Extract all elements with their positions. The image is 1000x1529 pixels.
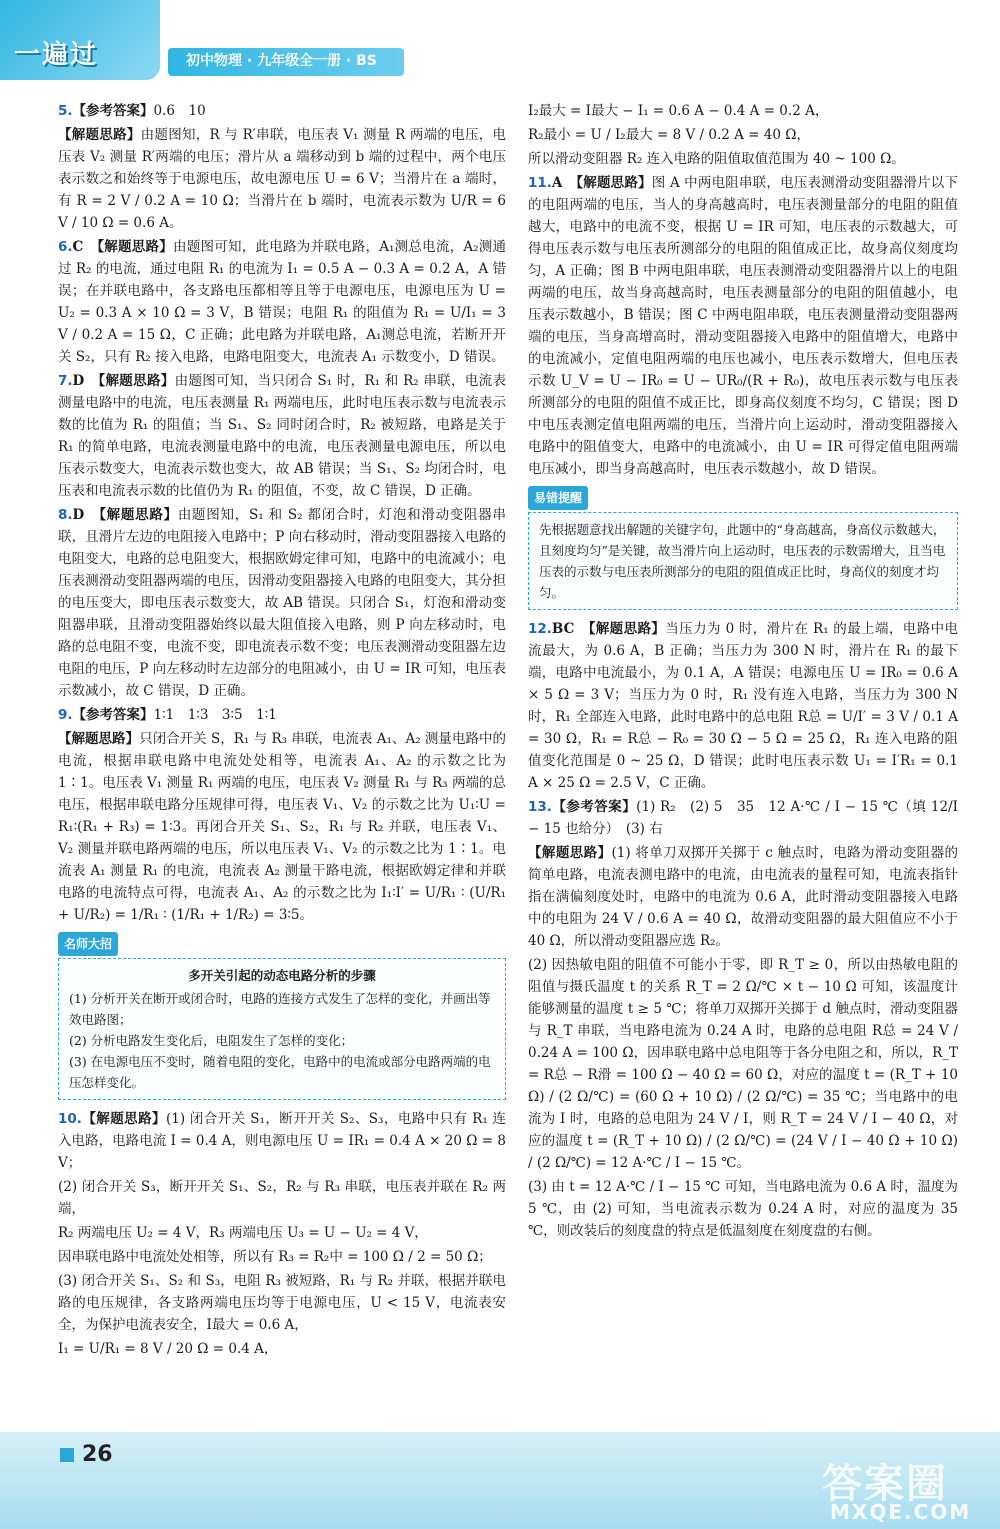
- answer-paragraph: [58, 504, 506, 702]
- tip-line: (2) 分析电路发生变化后，电阻发生了怎样的变化；: [69, 1033, 354, 1048]
- answer-tag: BC 【解题思路】: [551, 621, 666, 637]
- brand-title: 一遍过: [14, 40, 99, 70]
- answer-paragraph: [58, 728, 506, 926]
- answer-tag: 【解题思路】: [81, 1111, 166, 1127]
- page-number: 26: [82, 1442, 113, 1467]
- answer-text: (3) 闭合开关 S₁、S₂ 和 S₃，电阻 R₃ 被短路，R₁ 与 R₂ 并联，根据并联电路的电压规律，各支路两端电压均等于电源电压，U < 15 V，电流表安全，为保护电流表安全，I最大 = 0.6 A，: [58, 1273, 506, 1333]
- answer-paragraph: [58, 1222, 506, 1244]
- answer-tag: D 【解题思路】: [72, 373, 175, 389]
- answer-text: 1∶1 1∶3 3∶5 1∶1: [153, 707, 277, 723]
- answer-tag: 【参考答案】: [72, 707, 154, 723]
- answer-paragraph: [58, 370, 506, 502]
- answer-tag: A 【解题思路】: [551, 175, 652, 191]
- watermark-url: MXQE.COM: [830, 1500, 972, 1524]
- answer-text: 由题图可知，当只闭合 S₁ 时，R₁ 和 R₂ 串联，电流表测量电路中的电流，电压表测量 R₁ 两端电压，此时电压表示数与电流表示数的比值为 R₁ 的阻值；当 S₁、S₂ 同时闭合时，R₂ 被短路，电路是关于 R₁ 的简单电路，电流表测量电路中的电流，电压表测量电源电压，所以电压表示数变大，电流表示数也变大，故 AB 错误；当 S₁、S₂ 均闭合时，电压表和电流表示数的比值仍为 R₁ 的阻值，不变，故 C 错误，D 正确。: [58, 373, 506, 499]
- answer-paragraph: [528, 618, 958, 794]
- answer-paragraph: [528, 1176, 958, 1242]
- answer-text: 当压力为 0 时，滑片在 R₁ 的最上端，电路中电流最大，为 0.6 A，B 正确；当压力为 300 N 时，滑片在 R₁ 的最下端，电路中电流最小，为 0.1 A，A 错误；电源电压 U = IR₀ = 0.6 A × 5 Ω = 3 V；当压力为 0 时，R₁ 没有连入电路，当压力为 300 N 时，R₁ 全部连入电路，此时电路中的总电阻 R总 = U/I′ = 3 V / 0.1 A = 30 Ω，R₁ = R总 − R₀ = 30 Ω − 5 Ω = 25 Ω，R₁ 连入电路的阻值变化范围是 0 ~ 25 Ω，D 错误；此时电压表示数 U₁ = I′R₁ = 0.1 A × 25 Ω = 2.5 V，C 正确。: [528, 621, 958, 791]
- question-number: 13.: [528, 799, 552, 815]
- answer-text: 由题图知，S₁ 和 S₂ 都闭合时，灯泡和滑动变阻器串联，且滑片左边的电阻接入电路中；P 向右移动时，滑动变阻器接入电路的电阻变大，电路的总电阻变大，根据欧姆定律可知，电路中的电流减小；电压表测滑动变阻器两端的电压，因滑动变阻器接入电路的电阻变大，其分担的电压变大，即电压表示数变大，故 AB 错误。只闭合 S₁，灯泡和滑动变阻器串联，且滑动变阻器始终以最大阻值接入电路，则 P 向左移动时，电路的总电阻不变，电流不变，即电流表示数不变；电压表测滑动变阻器左边电阻的电压，P 向左移动时左边部分的电阻减小，由 U = IR 可知，电压表示数减小，故 C 错误，D 正确。: [58, 507, 506, 699]
- answer-paragraph: [58, 1246, 506, 1268]
- answer-tag: 【参考答案】: [72, 103, 154, 119]
- answer-text: 由题图可知，此电路为并联电路，A₁测总电流，A₂测通过 R₂ 的电流，通过电阻 R₁ 的电流为 I₁ = 0.5 A − 0.3 A = 0.2 A，A 错误；在并联电路中，各支路电压都相等且等于电源电压，电源电压为 U = U₂ = 0.3 A × 10 Ω = 3 V，B 错误；电阻 R₁ 的阻值为 R₁ = U/I₁ = 3 V / 0.2 A = 15 Ω，C 正确；此电路为并联电路，A₁测总电流，若断开开关 S₂，只有 R₂ 接入电路，电路电阻变大，电流表 A₁ 示数变小，D 错误。: [58, 239, 506, 365]
- answer-tag: D 【解题思路】: [72, 507, 178, 523]
- answer-paragraph: [58, 1270, 506, 1336]
- watermark-logo: 答案圈: [822, 1461, 948, 1507]
- answer-text: 所以滑动变阻器 R₂ 连入电路的阻值取值范围为 40 ~ 100 Ω。: [528, 151, 905, 167]
- answer-paragraph: [528, 148, 958, 170]
- answer-text: 只闭合开关 S，R₁ 与 R₃ 串联，电流表 A₁、A₂ 测量电路中的电流，根据串联电路中电流处处相等，电流表 A₁、A₂ 的示数之比为 1∶1。电压表 V₁ 测量 R₁ 两端的电压，电压表 V₂ 测量 R₁ 与 R₃ 两端的总电压，根据串联电路分压规律可得，电压表 V₁、V₂ 的示数之比为 U₁∶U = R₁∶(R₁ + R₃) = 1∶3。再闭合开关 S₁、S₂，R₁ 与 R₂ 并联，电压表 V₁、V₂ 测量并联电路两端的电压，所以电压表 V₁、V₂ 的示数之比为 1∶1。电流表 A₁ 测量 R₁ 的电流，电流表 A₂ 测量干路电流，根据欧姆定律和并联电路的电流特点可得，电流表 A₁、A₂ 的示数之比为 I₁∶I′ = U/R₁ ∶ (U/R₁ + U/R₂) = 1/R₁ ∶ (1/R₁ + 1/R₂) = 3∶5。: [58, 731, 506, 923]
- answer-tag: C 【解题思路】: [72, 239, 173, 255]
- question-number: 6.: [58, 239, 73, 255]
- tip1-box: [58, 958, 506, 1100]
- question-number: 11.: [528, 175, 552, 191]
- answer-paragraph: [528, 796, 958, 840]
- answer-paragraph: [528, 172, 958, 480]
- answer-paragraph: [528, 842, 958, 952]
- answer-text: I₂最大 = I最大 − I₁ = 0.6 A − 0.4 A = 0.2 A，: [528, 103, 829, 119]
- answer-paragraph: [58, 704, 506, 726]
- answer-text: 由题图知，R 与 R′串联，电压表 V₁ 测量 R 两端的电压，电压表 V₂ 测量 R′两端的电压；滑片从 a 端移动到 b 端的过程中，两个电压表示数之和始终等于电源电压，故电源电压 U = 6 V；当滑片在 a 端时，有 R = 2 V / 0.2 A = 10 Ω；当滑片在 b 端时，电流表示数为 U/R = 6 V / 10 Ω = 0.6 A。: [58, 127, 507, 231]
- tip1-label: 名师大招: [58, 932, 118, 956]
- question-number: 10.: [58, 1111, 82, 1127]
- answer-tag: 【解题思路】: [528, 845, 612, 861]
- right-column: [528, 100, 958, 1244]
- answer-text: I₁ = U/R₁ = 8 V / 20 Ω = 0.4 A，: [58, 1341, 278, 1357]
- answer-text: 图 A 中两电阻串联，电压表测滑动变阻器滑片以下的电阻两端的电压，当人的身高越高时，电压表测量部分的电阻的阻值越大，电路中的电流不变，根据 U = IR 可知，电压表的示数越大，可得电压表示数与电压表所测部分的电阻的阻值成正比，故身高仪刻度均匀，A 正确；图 B 中两电阻串联，电压表测滑动变阻器滑片以上的电阻两端的电压，故当身高越高时，电压表测量部分的电阻的阻值越小，电压表示数越小，B 错误；图 C 中两电阻串联，电压表测量滑动变阻器两端的电压，当身高增高时，滑动变阻器接入电路中的阻值增大，电路中的电流减小，定值电阻两端的电压也减小，电压表示数增大，但电压表示数 U_V = U − IR₀ = U − UR₀/(R + R₀)，故电压表示数与电压表所测部分的电阻的阻值不成正比，即身高仪刻度不均匀，C 错误；图 D 中电压表测定值电阻两端的电压，当滑片向上运动时，滑动变阻器接入电路中的阻值变大，电路中的电流减小，由 U = IR 可得定值电阻两端电压减小，即当身高越高时，电压表示数越小，故 D 错误。: [528, 175, 958, 477]
- page-header: [0, 0, 1000, 92]
- answer-text: (1) 将单刀双掷开关掷于 c 触点时，电路为滑动变阻器的简单电路，电流表测电路中的电流，由电流表的量程可知，电流表指针指在满偏刻度处时，电路中的电流为 0.6 A，此时滑动变阻器接入电路中的电阻为 24 V / 0.6 A = 40 Ω，故滑动变阻器的最大阻值应不小于 40 Ω，所以滑动变阻器应选 R₂。: [528, 845, 959, 949]
- tip2-label: 易错提醒: [528, 486, 588, 510]
- tip-line: (3) 在电源电压不变时，随着电阻的变化，电路中的电流或部分电路两端的电压怎样变化。: [69, 1054, 491, 1090]
- left-column: [58, 100, 506, 1362]
- answer-text: 因串联电路中电流处处相等，所以有 R₃ = R₂中 = 100 Ω / 2 = 50 Ω；: [58, 1249, 492, 1265]
- answer-text: (1) 闭合开关 S₁，断开开关 S₂、S₃，电路中只有 R₁ 连入电路，电路电流 I = 0.4 A，则电源电压 U = IR₁ = 0.4 A × 20 Ω = 8 V；: [58, 1111, 507, 1171]
- answer-text: (1) R₂ (2) 5 35 12 A·℃ / I − 15 ℃（填 12/I − 15 也给分） (3) 右: [528, 799, 958, 837]
- answer-paragraph: [528, 100, 958, 122]
- answer-paragraph: [58, 236, 506, 368]
- tip1-title: 多开关引起的动态电路分析的步骤: [188, 968, 376, 983]
- brand-subtitle: 初中物理 · 九年级全一册 · BS: [186, 53, 377, 69]
- question-number: 7.: [58, 373, 73, 389]
- answer-paragraph: [528, 954, 958, 1174]
- tip2-box: [528, 512, 958, 610]
- answer-paragraph: [58, 1338, 506, 1360]
- answer-text: (3) 由 t = 12 A·℃ / I − 15 ℃ 可知，当电路电流为 0.6 A 时，温度为 5 ℃，由 (2) 可知，当电流表示数为 0.24 A 时，对应的温度为 35 ℃，则改装后的刻度盘的特点是低温刻度在刻度盘的右侧。: [528, 1179, 958, 1239]
- answer-text: R₂最小 = U / I₂最大 = 8 V / 0.2 A = 40 Ω，: [528, 127, 810, 143]
- answer-paragraph: [58, 1108, 506, 1174]
- answer-text: (2) 因热敏电阻的阻值不可能小于零，即 R_T ≥ 0，所以由热敏电阻的阻值与摄氏温度 t 的关系 R_T = 2 Ω/℃ × t − 10 Ω 可知，该温度计能够测量的温度 t ≥ 5 ℃；将单刀双掷开关掷于 d 触点时，滑动变阻器与 R_T 串联，当电路电流为 0.24 A 时，电路的总电阻 R总 = 24 V / 0.24 A = 100 Ω，因串联电路中总电阻等于各分电阻之和，所以，R_T = R总 − R滑 = 100 Ω − 40 Ω = 60 Ω，对应的温度 t = (R_T + 10 Ω) / (2 Ω/℃) = (60 Ω + 10 Ω) / (2 Ω/℃) = 35 ℃；当电路中的电流为 I 时，电路的总电阻为 24 V / I，则 R_T = 24 V / I − 40 Ω，对应的温度 t = (R_T + 10 Ω) / (2 Ω/℃) = (24 V / I − 40 Ω + 10 Ω) / (2 Ω/℃) = 12 A·℃ / I − 15 ℃。: [528, 957, 958, 1171]
- answer-paragraph: [58, 100, 506, 122]
- answer-tag: 【参考答案】: [551, 799, 637, 815]
- answer-text: 0.6 10: [153, 103, 206, 119]
- answer-text: R₂ 两端电压 U₂ = 4 V，R₃ 两端电压 U₃ = U − U₂ = 4 V，: [58, 1225, 428, 1241]
- answer-tag: 【解题思路】: [58, 127, 141, 143]
- answer-paragraph: [528, 124, 958, 146]
- question-number: 9.: [58, 707, 73, 723]
- answer-text: (2) 闭合开关 S₃，断开开关 S₁、S₂，R₂ 与 R₃ 串联，电压表并联在 R₂ 两端，: [58, 1179, 506, 1217]
- answer-paragraph: [58, 124, 506, 234]
- tip-line: 先根据题意找出解题的关键字句，此题中的“身高越高，身高仪示数越大，且刻度均匀”是关键，故当滑片向上运动时，电压表的示数需增大，且当电压表的示数与电压表所测部分的电阻的阻值成正比时，身高仪的刻度才均匀。: [539, 522, 946, 600]
- question-number: 5.: [58, 103, 73, 119]
- answer-paragraph: [58, 1176, 506, 1220]
- question-number: 8.: [58, 507, 73, 523]
- page-marker-square: [60, 1448, 74, 1462]
- tip-line: (1) 分析开关在断开或闭合时，电路的连接方式发生了怎样的变化，并画出等效电路图；: [69, 991, 491, 1027]
- answer-tag: 【解题思路】: [58, 731, 140, 747]
- question-number: 12.: [528, 621, 552, 637]
